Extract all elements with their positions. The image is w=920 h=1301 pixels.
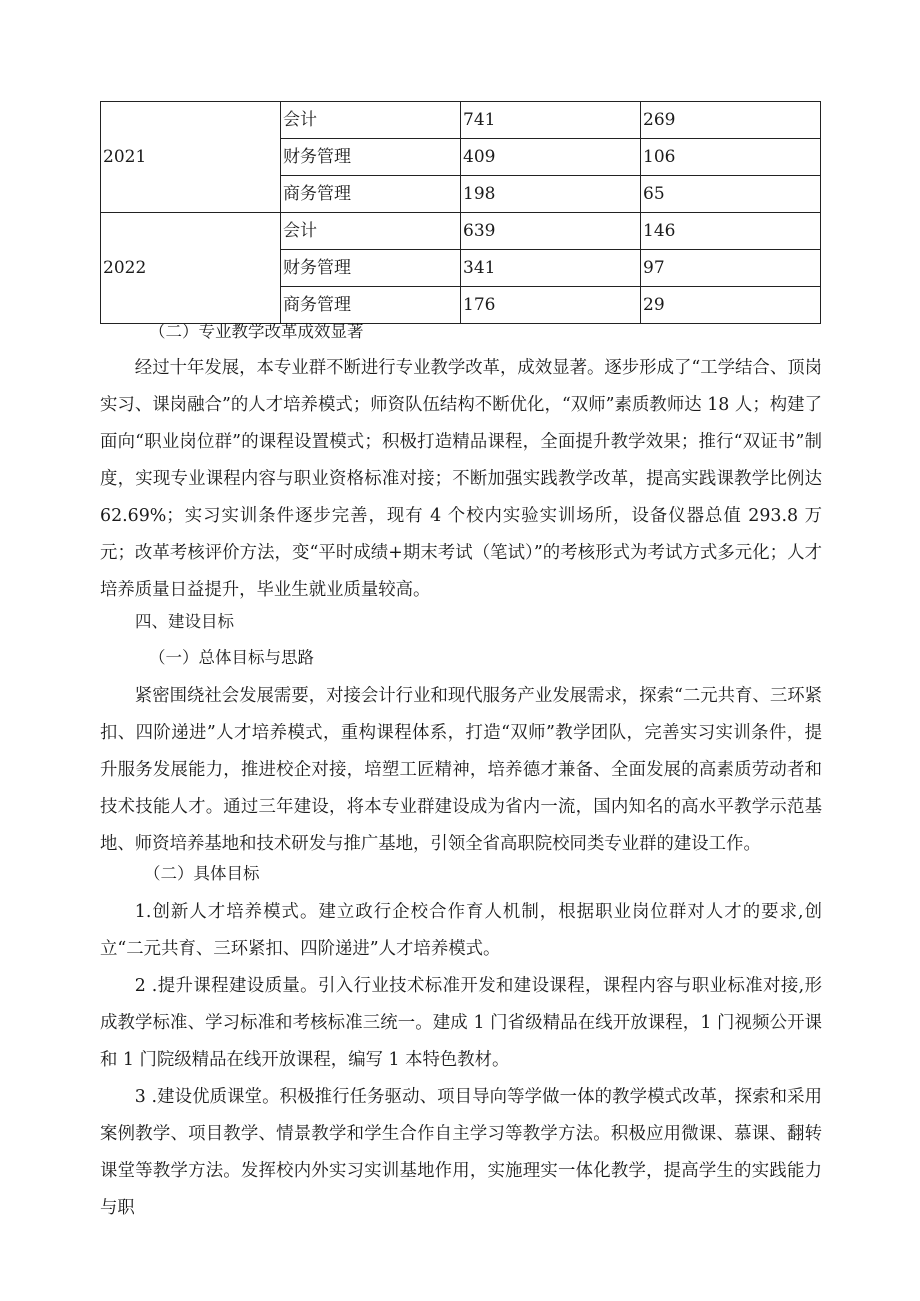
table-row: [101, 213, 821, 250]
value-cell: 639: [461, 213, 641, 250]
reform-heading: （二）专业教学改革成效显著: [149, 322, 364, 341]
major-cell: 财务管理: [281, 139, 461, 176]
year-cell: 2022: [101, 213, 281, 324]
goal-item-3: 3 .建设优质课堂。积极推行任务驱动、项目导向等学做一体的教学模式改革，探索和采用案例教学、项目教学、情景教学和学生合作自主学习等教学方法。积极应用微课、慕课、翻转课堂等教学方法。发挥校内外实习实训基地作用，实施理实一体化教学，提高学生的实践能力与职: [100, 1087, 822, 1218]
value-cell: 198: [461, 176, 641, 213]
specific-goals: [100, 894, 822, 1227]
reform-section: [100, 350, 822, 609]
value-cell: 269: [641, 102, 821, 139]
major-cell: 会计: [281, 102, 461, 139]
major-cell: 商务管理: [281, 287, 461, 324]
value-cell: 65: [641, 176, 821, 213]
overall-heading: （一）总体目标与思路: [149, 648, 314, 667]
major-cell: 财务管理: [281, 250, 461, 287]
overall-paragraph: 紧密围绕社会发展需要，对接会计行业和现代服务产业发展需求，探索“二元共育、三环紧扣、四阶递进”人才培养模式，重构课程体系，打造“双师”教学团队，完善实习实训条件，提升服务发展能力，推进校企对接，培塑工匠精神，培养德才兼备、全面发展的高素质劳动者和技术技能人才。通过三年建设，将本专业群建设成为省内一流，国内知名的高水平教学示范基地、师资培养基地和技术研发与推广基地，引领全省高职院校同类专业群的建设工作。: [100, 686, 822, 854]
value-cell: 146: [641, 213, 821, 250]
value-cell: 29: [641, 287, 821, 324]
value-cell: 176: [461, 287, 641, 324]
table-row: [101, 102, 821, 139]
specific-heading: （二）具体目标: [144, 864, 260, 883]
value-cell: 341: [461, 250, 641, 287]
value-cell: 741: [461, 102, 641, 139]
major-cell: 会计: [281, 213, 461, 250]
overall-section: [100, 678, 822, 863]
year-cell: 2021: [101, 102, 281, 213]
value-cell: 409: [461, 139, 641, 176]
goal-item-2: 2 .提升课程建设质量。引入行业技术标准开发和建设课程，课程内容与职业标准对接,形成教学标准、学习标准和考核标准三统一。建成 1 门省级精品在线开放课程，1 门视频公开课和 1 门院级精品在线开放课程，编写 1 本特色教材。: [100, 976, 822, 1070]
enrollment-table: [100, 101, 821, 324]
major-cell: 商务管理: [281, 176, 461, 213]
goal-heading: 四、建设目标: [135, 612, 234, 631]
reform-paragraph: 经过十年发展，本专业群不断进行专业教学改革，成效显著。逐步形成了“工学结合、顶岗实习、课岗融合”的人才培养模式；师资队伍结构不断优化，“双师”素质教师达 18 人；构建了面向“职业岗位群”的课程设置模式；积极打造精品课程，全面提升教学效果；推行“双证书”制度，实现专业课程内容与职业资格标准对接；不断加强实践教学改革，提高实践课教学比例达 62.69%；实习实训条件逐步完善，现有 4 个校内实验实训场所，设备仪器总值 293.8 万元；改革考核评价方法，变“平时成绩+期末考试（笔试）”的考核形式为考试方式多元化；人才培养质量日益提升，毕业生就业质量较高。: [100, 358, 822, 600]
goal-item-1: 1.创新人才培养模式。建立政行企校合作育人机制，根据职业岗位群对人才的要求,创立“二元共育、三环紧扣、四阶递进”人才培养模式。: [100, 902, 822, 959]
value-cell: 106: [641, 139, 821, 176]
value-cell: 97: [641, 250, 821, 287]
